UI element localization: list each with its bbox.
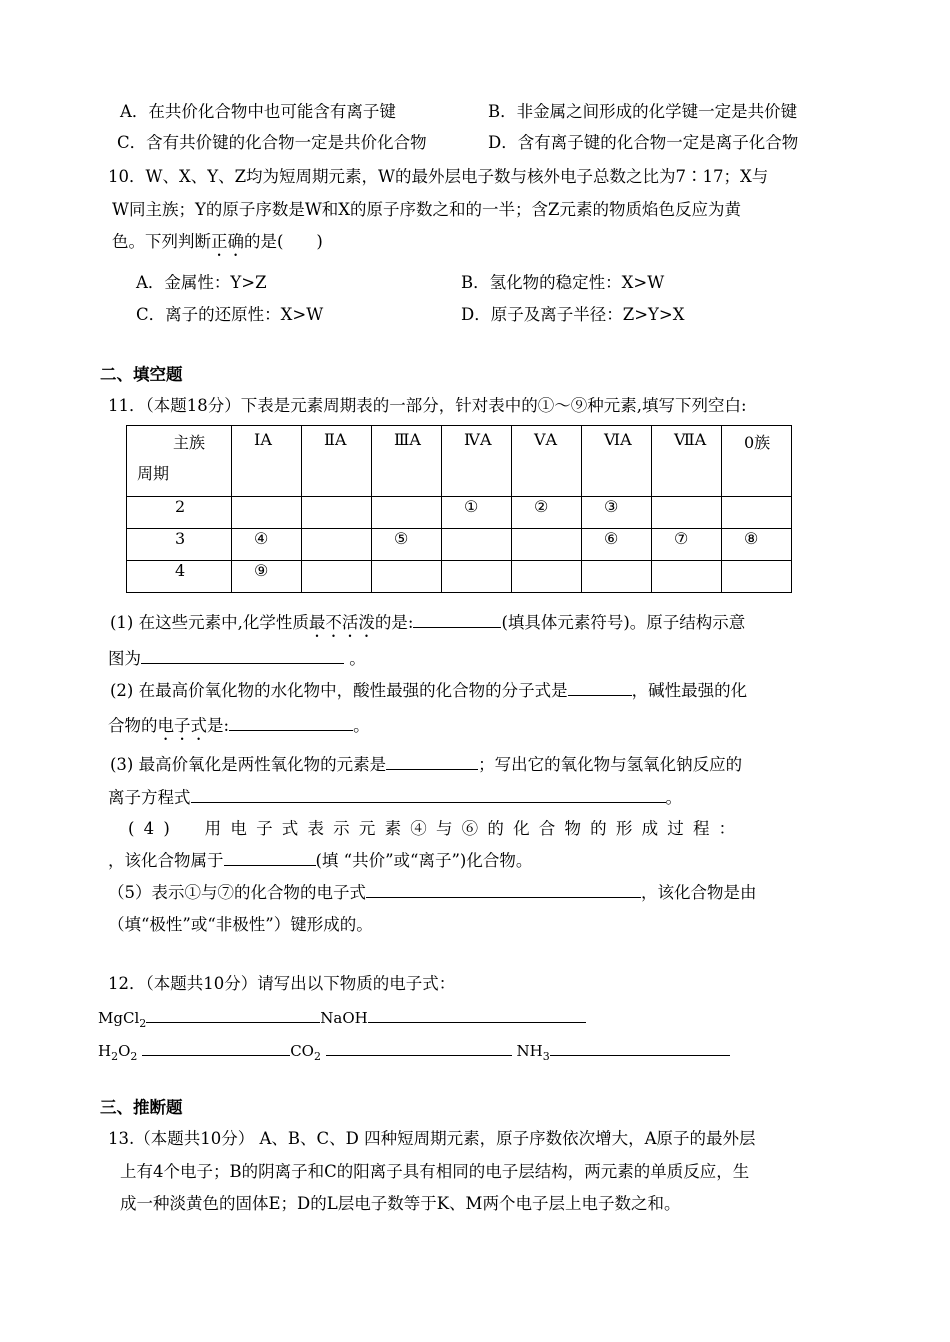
q10-stem-line1: 10．W、X、Y、Z均为短周期元素，W的最外层电子数与核外电子总数之比为7∶17；X与 bbox=[108, 167, 769, 186]
q11-part5-line2: （填“极性”或“非极性”）键形成的。 bbox=[108, 915, 373, 934]
q11-part2-line1: (2) 在最高价氧化物的水化物中，酸性最强的化合物的分子式是 ，碱性最强的化 bbox=[110, 681, 748, 700]
q9-option-c: C．含有共价键的化合物一定是共价化合物 bbox=[117, 133, 427, 152]
answer-blank[interactable] bbox=[146, 1008, 320, 1023]
group-header: ⅣA bbox=[464, 430, 492, 449]
group-header: ⅡA bbox=[324, 430, 347, 449]
answer-blank[interactable] bbox=[366, 883, 641, 898]
q11-part4-line1: (4) 用电子式表示元素④与⑥的化合物的形成过程： bbox=[128, 819, 745, 838]
q13-line2: 上有4个电子；B的阴离子和C的阳离子具有相同的电子层结构，两元素的单质反应，生 bbox=[120, 1162, 750, 1181]
group-header: 0族 bbox=[744, 433, 771, 452]
q11-part1-line2: 图为 。 bbox=[108, 649, 366, 668]
table-cell: ③ bbox=[604, 497, 619, 516]
answer-blank[interactable] bbox=[142, 1041, 290, 1056]
table-cell: ⑧ bbox=[744, 529, 759, 548]
q12-line1: MgCl$_2$ NaOH bbox=[98, 1007, 586, 1035]
answer-blank[interactable] bbox=[224, 851, 316, 866]
answer-blank[interactable] bbox=[326, 1041, 512, 1056]
group-header: ⅥA bbox=[604, 430, 632, 449]
answer-blank[interactable] bbox=[141, 649, 344, 664]
q9-option-d: D．含有离子键的化合物一定是离子化合物 bbox=[488, 133, 799, 152]
q11-part2-line2: 合物的电子式是: 。 bbox=[108, 716, 370, 735]
q11-stem: 11．（本题18分）下表是元素周期表的一部分，针对表中的①～⑨种元素,填写下列空白: bbox=[108, 396, 747, 415]
table-cell: ⑥ bbox=[604, 529, 619, 548]
table-row bbox=[127, 529, 792, 561]
q10-option-d: D．原子及离子半径：Z>Y>X bbox=[461, 305, 685, 324]
q10-option-b: B．氢化物的稳定性：X>W bbox=[461, 273, 665, 292]
q11-part1-line1: (1) 在这些元素中,化学性质最不活泼的是: (填具体元素符号)。原子结构示意 bbox=[110, 613, 746, 632]
answer-blank[interactable] bbox=[413, 613, 501, 628]
periodic-table bbox=[126, 425, 792, 593]
table-cell: ① bbox=[464, 497, 479, 516]
q11-part3-line2: 离子方程式 。 bbox=[108, 788, 682, 807]
answer-blank[interactable] bbox=[229, 716, 353, 731]
table-header-row bbox=[127, 426, 792, 497]
q12-stem: 12．（本题共10分）请写出以下物质的电子式： bbox=[108, 974, 456, 993]
period-label: 3 bbox=[175, 529, 186, 548]
period-label: 4 bbox=[175, 561, 186, 580]
table-row bbox=[127, 561, 792, 593]
section-title-inference: 三、推断题 bbox=[100, 1098, 183, 1117]
q9-option-a: A．在共价化合物中也可能含有离子键 bbox=[120, 102, 396, 121]
table-cell: ⑨ bbox=[254, 561, 269, 580]
group-header: ⅠA bbox=[254, 430, 272, 449]
table-corner-cell bbox=[127, 426, 232, 497]
section-title-fill-in: 二、填空题 bbox=[100, 365, 183, 384]
q11-part4-line2: ，该化合物属于 (填 “共价”或“离子”)化合物。 bbox=[108, 851, 533, 870]
answer-blank[interactable] bbox=[386, 755, 478, 770]
q11-part3-line1: (3) 最高价氧化是两性氧化物的元素是 ；写出它的氧化物与氢氧化钠反应的 bbox=[110, 755, 743, 774]
table-row bbox=[127, 497, 792, 529]
q10-stem-line2: W同主族；Y的原子序数是W和X的原子序数之和的一半；含Z元素的物质焰色反应为黄 bbox=[112, 200, 742, 219]
table-cell: ④ bbox=[254, 529, 269, 548]
q13-line3: 成一种淡黄色的固体E；D的L层电子数等于K、M两个电子层上电子数之和。 bbox=[120, 1194, 681, 1213]
q11-part5-line1: （5）表示①与⑦的化合物的电子式 ，该化合物是由 bbox=[108, 883, 757, 902]
period-label: 2 bbox=[175, 497, 186, 516]
answer-blank[interactable] bbox=[368, 1008, 586, 1023]
group-header: ⅢA bbox=[394, 430, 421, 449]
q13-line1: 13.（本题共10分） A、B、C、D 四种短周期元素，原子序数依次增大，A原子的最外层 bbox=[108, 1129, 756, 1148]
answer-blank[interactable] bbox=[191, 788, 666, 803]
answer-blank[interactable] bbox=[568, 681, 632, 696]
corner-label-group: 主族 bbox=[173, 433, 206, 452]
q10-stem-line3: 色。下列判断正确的是( ) bbox=[112, 232, 323, 251]
q12-line2: $H_2O_2$ $CO_2$ $NH_3$ bbox=[98, 1040, 730, 1068]
table-cell: ② bbox=[534, 497, 549, 516]
group-header: ⅤA bbox=[534, 430, 558, 449]
q10-option-c: C．离子的还原性：X>W bbox=[136, 305, 324, 324]
q9-option-b: B．非金属之间形成的化学键一定是共价键 bbox=[488, 102, 798, 121]
q10-option-a: A．金属性：Y>Z bbox=[136, 273, 267, 292]
table-cell: ⑤ bbox=[394, 529, 409, 548]
table-cell: ⑦ bbox=[674, 529, 689, 548]
answer-blank[interactable] bbox=[550, 1041, 730, 1056]
group-header: ⅦA bbox=[674, 430, 707, 449]
corner-label-period: 周期 bbox=[137, 464, 170, 483]
